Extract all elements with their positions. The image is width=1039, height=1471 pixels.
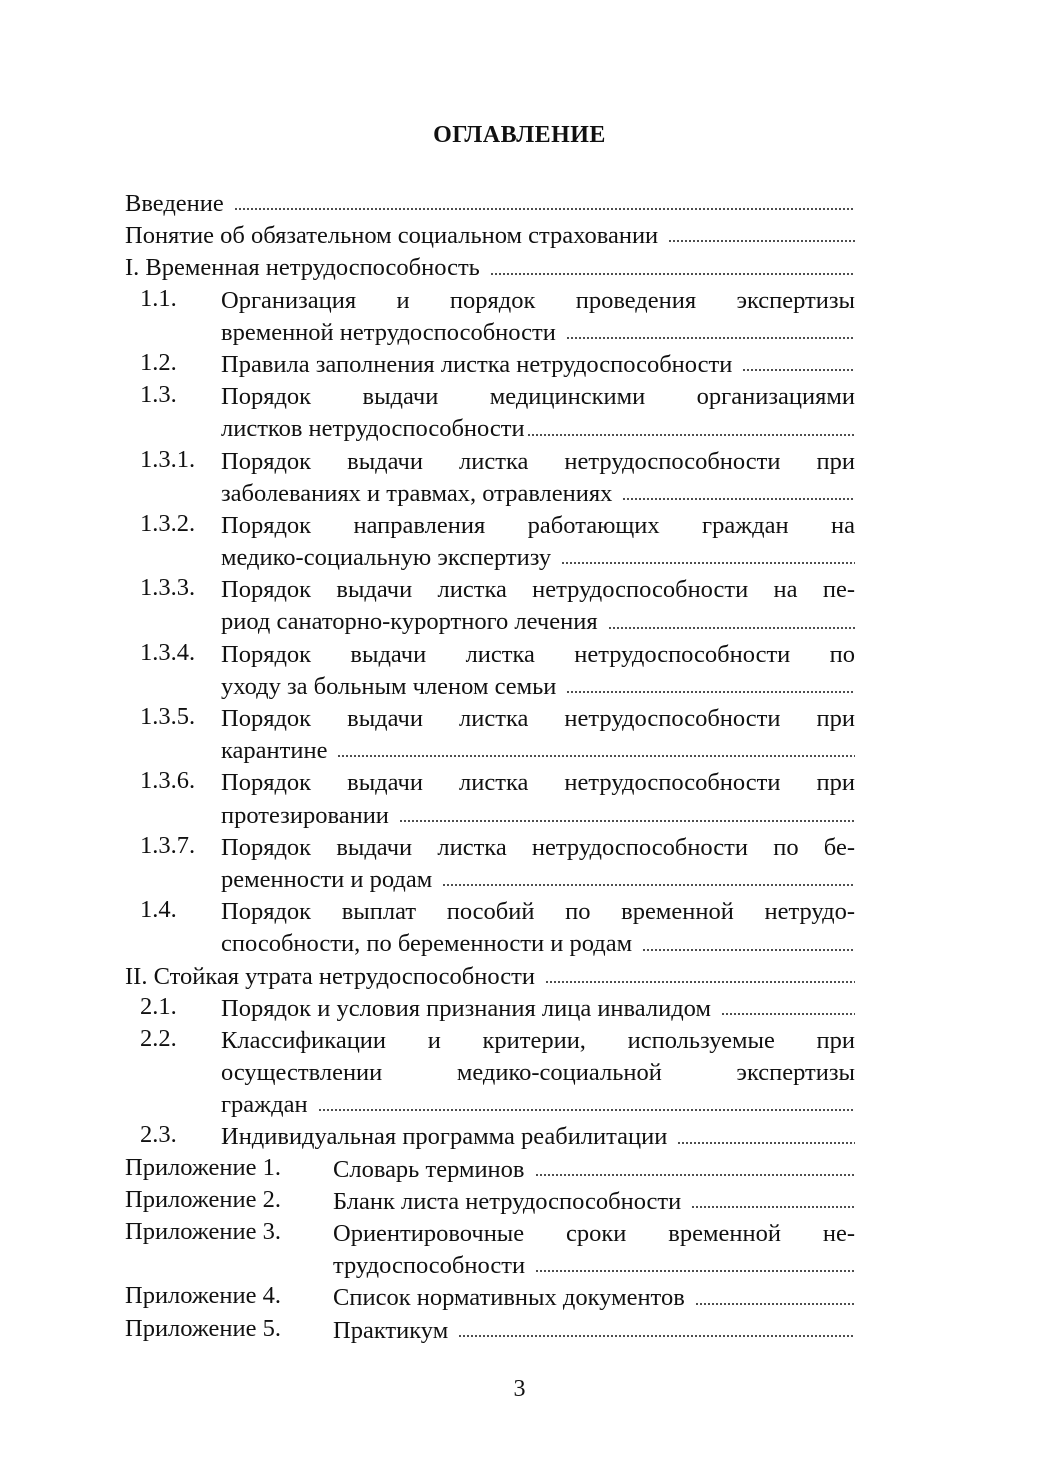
- toc-entry: [125, 961, 855, 993]
- toc-entry-line: Список нормативных документов: [333, 1284, 685, 1312]
- dot-leader: [399, 818, 855, 824]
- toc-entry: [125, 896, 855, 960]
- toc-entry: [125, 1025, 855, 1122]
- toc-entry-line: способности, по беременности и родам: [221, 930, 633, 958]
- dot-leader: [535, 1268, 855, 1274]
- toc-entry-text: [333, 1186, 855, 1218]
- toc-entry-line: Порядок выдачи медицинскими организациями: [221, 383, 855, 411]
- toc-entry-line: Порядок выплат пособий по временной нетрудо-: [221, 898, 855, 926]
- toc-entry-line: Понятие об обязательном социальном страховании: [125, 222, 659, 250]
- toc-entry-number: Приложение 3.: [125, 1218, 281, 1245]
- dot-leader: [234, 206, 855, 212]
- toc-entry: [125, 349, 855, 381]
- toc-entry: [125, 510, 855, 574]
- toc-entry-text: [125, 961, 855, 993]
- dot-leader: [442, 882, 855, 888]
- toc-entry-line: Порядок выдачи листка нетрудоспособности по: [221, 640, 855, 668]
- toc-entry-text: [221, 446, 855, 510]
- toc-entry-text: [221, 1121, 855, 1153]
- toc-entry-line: трудоспособности: [333, 1252, 526, 1280]
- toc-entry-number: 2.2.: [140, 1024, 177, 1052]
- toc-entry-text: [221, 767, 855, 831]
- toc-entry: [125, 252, 855, 284]
- toc-entry: [125, 220, 855, 252]
- toc-entry: [125, 1121, 855, 1153]
- toc-entry-number: 1.3.7.: [140, 831, 196, 859]
- dot-leader: [695, 1301, 855, 1307]
- toc-entry-text: [221, 574, 855, 638]
- toc-entry-line: II. Стойкая утрата нетрудоспособности: [125, 962, 535, 990]
- toc-entry-number: 1.3.5.: [140, 703, 196, 730]
- toc-entry-line: Порядок выдачи листка нетрудоспособности по бе-: [221, 833, 855, 861]
- dot-leader: [622, 496, 855, 502]
- toc-entry-text: [221, 832, 855, 896]
- toc-entry-text: [221, 896, 855, 960]
- toc-entry: [125, 703, 855, 767]
- toc-entry-line: медико-социальную экспертизу: [221, 544, 552, 572]
- toc-entry-line: уходу за больным членом семьи: [221, 672, 557, 700]
- toc-entry: [125, 1186, 855, 1218]
- table-of-contents: [125, 188, 855, 1347]
- toc-entry: [125, 993, 855, 1025]
- toc-entry-number: 2.1.: [140, 992, 177, 1020]
- toc-entry-text: [221, 349, 855, 381]
- toc-entry-text: [221, 381, 855, 445]
- toc-entry-line: листков нетрудоспособности: [221, 415, 525, 443]
- dot-leader: [337, 753, 855, 759]
- dot-leader: [691, 1204, 855, 1210]
- dot-leader: [608, 625, 855, 631]
- toc-entry-line: Практикум: [333, 1316, 449, 1344]
- toc-entry-text: [333, 1315, 855, 1347]
- toc-entry-number: 1.3.4.: [140, 638, 196, 666]
- toc-entry-number: Приложение 5.: [125, 1314, 281, 1342]
- toc-entry-number: Приложение 2.: [125, 1185, 281, 1213]
- toc-entry-text: [221, 993, 855, 1025]
- dot-leader: [527, 432, 855, 438]
- toc-entry-text: [125, 252, 855, 284]
- toc-entry: [125, 1282, 855, 1314]
- toc-entry-line: Бланк листа нетрудоспособности: [333, 1187, 682, 1215]
- toc-entry-number: 1.3.2.: [140, 509, 196, 537]
- toc-entry-text: [125, 188, 855, 220]
- toc-entry: [125, 1218, 855, 1282]
- toc-entry-text: [333, 1154, 855, 1186]
- toc-entry-text: [125, 220, 855, 252]
- toc-entry-number: 1.1.: [140, 284, 177, 312]
- toc-entry-line: граждан: [221, 1091, 308, 1119]
- toc-entry: [125, 446, 855, 510]
- dot-leader: [561, 560, 855, 566]
- toc-entry: [125, 1154, 855, 1186]
- toc-entry-line: ременности и родам: [221, 865, 433, 893]
- page-number: 3: [513, 1376, 526, 1402]
- toc-entry-line: риод санаторно-курортного лечения: [221, 608, 598, 636]
- dot-leader: [668, 238, 855, 244]
- toc-entry-number: 1.3.: [140, 381, 177, 409]
- toc-entry-line: Порядок выдачи листка нетрудоспособности при: [221, 769, 855, 797]
- toc-entry-text: [333, 1282, 855, 1314]
- toc-entry-line: Организация и порядок проведения экспертизы: [221, 286, 855, 314]
- toc-entry: [125, 832, 855, 896]
- toc-entry-number: 1.4.: [140, 896, 177, 924]
- toc-entry: [125, 574, 855, 638]
- toc-entry: [125, 767, 855, 831]
- toc-entry-line: Порядок и условия признания лица инвалидом: [221, 994, 711, 1022]
- toc-entry-line: Введение: [125, 190, 224, 217]
- toc-entry-text: [221, 639, 855, 703]
- dot-leader: [318, 1107, 855, 1113]
- dot-leader: [458, 1333, 855, 1339]
- toc-entry-number: 1.3.3.: [140, 574, 196, 602]
- dot-leader: [535, 1172, 856, 1178]
- toc-entry-text: [333, 1218, 855, 1282]
- toc-entry: [125, 639, 855, 703]
- page-title: ОГЛАВЛЕНИЕ: [433, 122, 606, 148]
- toc-entry-line: протезировании: [221, 801, 389, 829]
- toc-entry-line: Порядок выдачи листка нетрудоспособности при: [221, 705, 855, 732]
- toc-entry-line: Порядок направления работающих граждан на: [221, 511, 855, 539]
- toc-entry-line: I. Временная нетрудоспособность: [125, 254, 480, 282]
- toc-entry-line: Порядок выдачи листка нетрудоспособности при: [221, 447, 855, 475]
- dot-leader: [566, 689, 855, 695]
- toc-entry-line: временной нетрудоспособности: [221, 318, 556, 346]
- toc-entry-number: Приложение 1.: [125, 1153, 281, 1181]
- toc-entry-number: Приложение 4.: [125, 1282, 281, 1310]
- dot-leader: [742, 367, 855, 373]
- dot-leader: [677, 1140, 855, 1146]
- dot-leader: [545, 979, 855, 985]
- toc-entry-line: Ориентировочные сроки временной не-: [333, 1220, 855, 1247]
- toc-entry-text: [221, 510, 855, 574]
- toc-entry-text: [221, 1025, 855, 1122]
- toc-entry-number: 1.2.: [140, 348, 177, 376]
- toc-entry: [125, 188, 855, 220]
- toc-entry-text: [221, 285, 855, 349]
- dot-leader: [721, 1011, 855, 1017]
- dot-leader: [490, 271, 855, 277]
- dot-leader: [566, 335, 855, 341]
- toc-entry-number: 2.3.: [140, 1121, 177, 1149]
- toc-entry-line: Порядок выдачи листка нетрудоспособности на пе-: [221, 576, 855, 604]
- toc-entry-line: Правила заполнения листка нетрудоспособности: [221, 350, 733, 378]
- toc-entries: [125, 188, 855, 1347]
- toc-entry-line: Индивидуальная программа реабилитации: [221, 1123, 668, 1151]
- toc-entry: [125, 285, 855, 349]
- toc-entry-text: [221, 703, 855, 767]
- toc-entry: [125, 381, 855, 445]
- dot-leader: [642, 947, 855, 953]
- toc-entry-line: Классификации и критерии, используемые при: [221, 1026, 855, 1054]
- toc-entry-number: 1.3.6.: [140, 767, 196, 795]
- toc-entry-line: Словарь терминов: [333, 1155, 525, 1183]
- toc-entry-line: осуществлении медико-социальной экспертизы: [221, 1059, 855, 1087]
- toc-entry: [125, 1315, 855, 1347]
- toc-entry-line: карантине: [221, 737, 328, 765]
- toc-entry-line: заболеваниях и травмах, отравлениях: [221, 479, 613, 507]
- toc-entry-number: 1.3.1.: [140, 445, 196, 473]
